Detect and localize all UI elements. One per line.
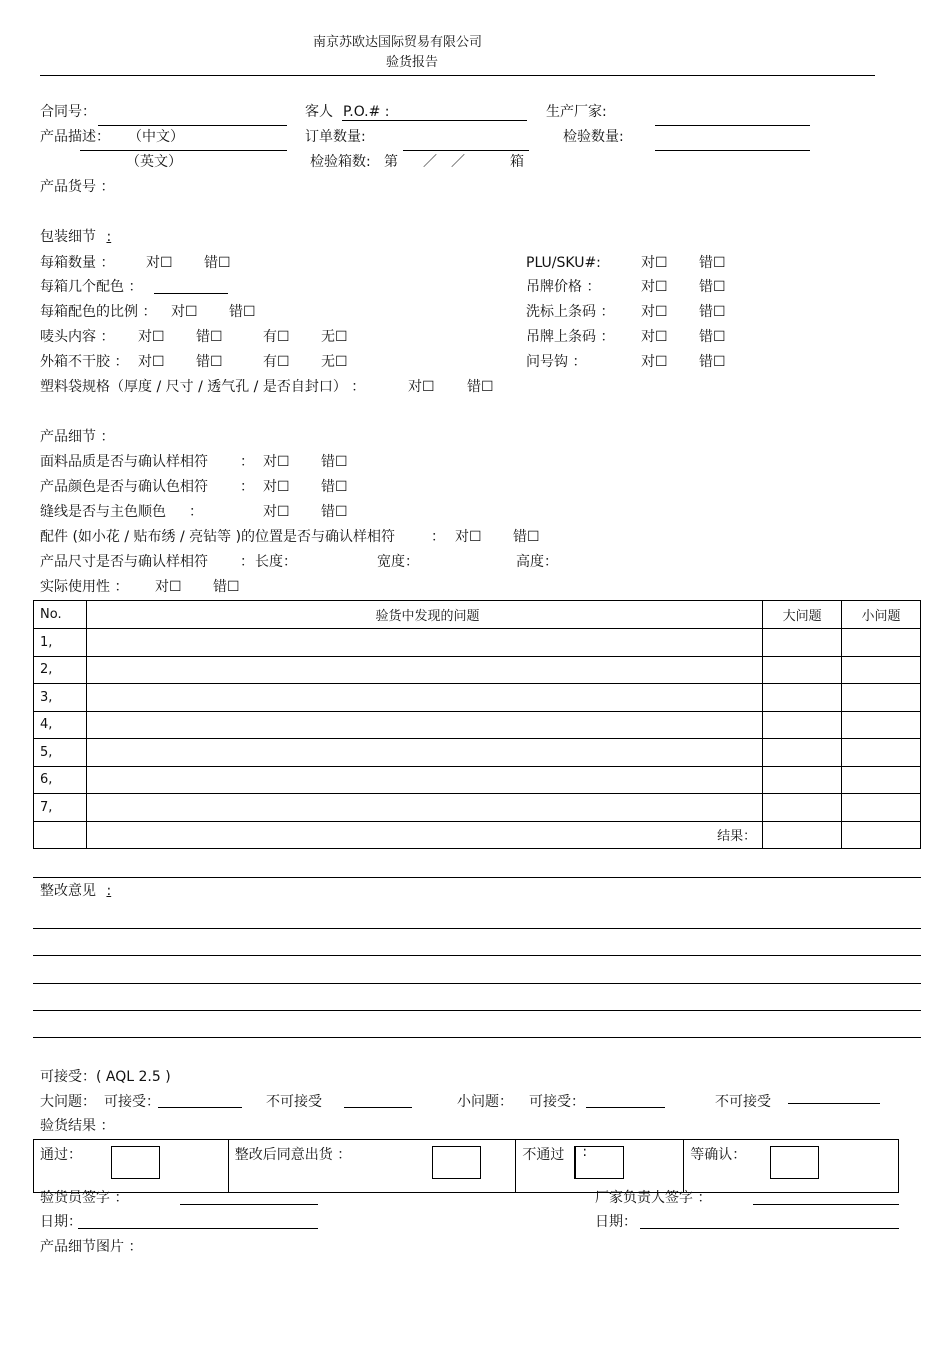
rectify-checkbox[interactable] — [432, 1146, 481, 1179]
correction-line-3[interactable] — [33, 983, 921, 984]
pack-right-3-opt-0[interactable]: 对☐ — [641, 329, 668, 345]
minor-cell[interactable] — [842, 794, 921, 822]
result-label: 结果： — [86, 821, 762, 849]
major-cell[interactable] — [763, 766, 842, 794]
product-title: 产品细节 ： — [40, 429, 115, 445]
carton-count-label: 检验箱数: — [310, 154, 371, 170]
aql-label: 可接受：( AQL 2.5 ) — [40, 1069, 171, 1085]
table-row — [34, 656, 921, 684]
pack-right-0-label: PLU/SKU#: — [526, 255, 601, 271]
minor-cell[interactable] — [842, 684, 921, 712]
correction-line-2[interactable] — [33, 955, 921, 956]
row-no: 4, — [34, 711, 87, 739]
prod-row-0-opt-0[interactable]: 对☐ — [263, 454, 290, 470]
inspector-sign-label: 验货员签字 ： — [40, 1190, 129, 1206]
pack-left-4-label: 外箱不干胶 ： — [40, 354, 129, 370]
inspector-date-label: 日期： — [40, 1214, 82, 1230]
packing-title-colon: : — [106, 229, 112, 245]
minor-cell[interactable] — [842, 739, 921, 767]
usability-opt-0[interactable]: 对☐ — [155, 579, 182, 595]
inspector-date-field[interactable] — [78, 1228, 318, 1229]
pack-left-5-opt-1[interactable]: 错☐ — [467, 379, 494, 395]
minor-accept-label: 可接受： — [529, 1094, 585, 1110]
row-no: 6, — [34, 766, 87, 794]
pack-left-5-label: 塑料袋规格（厚度 / 尺寸 / 透气孔 / 是否自封口） ： — [40, 379, 366, 395]
pack-left-2-opt-1[interactable]: 错☐ — [229, 304, 256, 320]
major-cell[interactable] — [763, 629, 842, 657]
pack-left-0-label: 每箱数量 ： — [40, 255, 115, 271]
pack-colors-field[interactable] — [154, 293, 228, 294]
pack-right-1-opt-0[interactable]: 对☐ — [641, 279, 668, 295]
row-no: 7, — [34, 794, 87, 822]
desc-label: 产品描述： — [40, 129, 110, 145]
prod-row-0-label: 面料品质是否与确认样相符 — [40, 454, 208, 470]
po-label: P.O.# : — [343, 104, 390, 120]
order-qty-field[interactable] — [403, 150, 529, 151]
prod-row-1-label: 产品颜色是否与确认色相符 — [40, 479, 208, 495]
issue-cell[interactable] — [86, 794, 762, 822]
report-title: 验货报告 — [386, 55, 439, 70]
correction-line-1[interactable] — [33, 928, 921, 929]
size-colon: ： — [240, 554, 254, 570]
pack-right-2-opt-1[interactable]: 错☐ — [699, 304, 726, 320]
pack-left-5-opt-0[interactable]: 对☐ — [408, 379, 435, 395]
prod-row-1-opt-0[interactable]: 对☐ — [263, 479, 290, 495]
customer-label: 客人 — [305, 104, 333, 120]
issue-cell[interactable] — [86, 684, 762, 712]
verdict-table — [33, 1139, 899, 1193]
pack-left-4-opt-3[interactable]: 无☐ — [321, 354, 348, 370]
pack-right-4-label: 问号钩 ： — [526, 354, 587, 370]
prod-row-1-opt-1[interactable]: 错☐ — [321, 479, 348, 495]
pack-right-1-label: 吊牌价格 ： — [526, 279, 601, 295]
prod-row-2-opt-0[interactable]: 对☐ — [263, 504, 290, 520]
desc-en-label: （英文） — [126, 154, 182, 170]
prod-row-2-label: 缝线是否与主色顺色 — [40, 504, 166, 520]
major-accept-label: 可接受： — [104, 1094, 160, 1110]
issues-header-row — [34, 601, 921, 629]
fail-label: 不通过 — [522, 1147, 565, 1163]
minor-unaccept-field[interactable] — [788, 1103, 880, 1104]
desc-cn-label: （中文） — [128, 129, 184, 145]
table-row — [34, 739, 921, 767]
contract-no-field[interactable] — [98, 125, 287, 126]
minor-cell[interactable] — [842, 711, 921, 739]
prod-row-2-opt-1[interactable]: 错☐ — [321, 504, 348, 520]
pack-left-3-label: 唛头内容 ： — [40, 329, 115, 345]
correction-title-text: 整改意见 — [40, 883, 96, 899]
pack-left-3-opt-1[interactable]: 错☐ — [196, 329, 223, 345]
minor-cell[interactable] — [842, 766, 921, 794]
manufacturer-field[interactable] — [655, 125, 810, 126]
pack-left-2-label: 每箱配色的比例 ： — [40, 304, 157, 320]
pack-right-1-opt-1[interactable]: 错☐ — [699, 279, 726, 295]
prod-row-3-opt-0[interactable]: 对☐ — [455, 529, 482, 545]
inspector-sign-field[interactable] — [180, 1204, 318, 1205]
major-result-cell[interactable] — [763, 821, 842, 849]
major-cell[interactable] — [763, 711, 842, 739]
col-no: No. — [34, 601, 87, 629]
pass-cell — [34, 1140, 229, 1193]
desc-cn-field[interactable] — [80, 150, 287, 151]
correction-line-4[interactable] — [33, 1010, 921, 1011]
col-minor: 小问题 — [842, 601, 921, 629]
fail-colon: : — [582, 1144, 588, 1160]
minor-accept-field[interactable] — [586, 1107, 665, 1108]
pack-left-3-opt-3[interactable]: 无☐ — [321, 329, 348, 345]
pass-checkbox[interactable] — [111, 1146, 160, 1179]
correction-title — [40, 884, 111, 898]
minor-label: 小问题： — [457, 1094, 513, 1110]
po-field[interactable] — [342, 120, 527, 121]
order-qty-label: 订单数量: — [305, 129, 366, 145]
pack-right-3-opt-1[interactable]: 错☐ — [699, 329, 726, 345]
col-issue: 验货中发现的问题 — [86, 601, 762, 629]
issue-cell[interactable] — [86, 711, 762, 739]
pack-left-3-opt-2[interactable]: 有☐ — [263, 329, 290, 345]
major-accept-field[interactable] — [158, 1107, 242, 1108]
prod-row-3-label: 配件 (如小花 / 贴布绣 / 亮钻等 )的位置是否与确认样相符 — [40, 529, 396, 545]
table-row — [34, 684, 921, 712]
pending-cell — [684, 1140, 899, 1193]
header-divider — [40, 75, 875, 76]
manufacturer-label: 生产厂家: — [546, 104, 607, 120]
company-name: 南京苏欧达国际贸易有限公司 — [313, 35, 483, 50]
major-cell[interactable] — [763, 684, 842, 712]
pack-right-2-label: 洗标上条码 ： — [526, 304, 615, 320]
carton-di: 第 — [384, 154, 398, 170]
length-label: 长度： — [255, 554, 297, 570]
inspect-qty-field[interactable] — [655, 150, 810, 151]
row-no: 3, — [34, 684, 87, 712]
minor-unaccept-label: 不可接受 — [715, 1094, 771, 1110]
packing-title-text: 包装细节 — [40, 229, 96, 245]
result-row — [34, 821, 921, 849]
pack-left-0-opt-1[interactable]: 错☐ — [204, 255, 231, 271]
issue-cell[interactable] — [86, 629, 762, 657]
size-label: 产品尺寸是否与确认样相符 — [40, 554, 208, 570]
verdict-title: 验货结果 ： — [40, 1118, 115, 1134]
major-unaccept-label: 不可接受 — [266, 1094, 322, 1110]
row-no: 2, — [34, 656, 87, 684]
row-no: 1, — [34, 629, 87, 657]
table-row — [34, 629, 921, 657]
minor-cell[interactable] — [842, 656, 921, 684]
issues-table — [33, 600, 921, 849]
factory-date-field[interactable] — [640, 1228, 899, 1229]
prod-row-1-colon: ： — [240, 479, 254, 495]
pack-left-4-opt-2[interactable]: 有☐ — [263, 354, 290, 370]
issue-cell[interactable] — [86, 766, 762, 794]
usability-label: 实际使用性 ： — [40, 579, 129, 595]
carton-slash: ／ ／ — [423, 154, 465, 170]
pack-left-4-opt-0[interactable]: 对☐ — [138, 354, 165, 370]
pack-right-0-opt-0[interactable]: 对☐ — [641, 255, 668, 271]
pack-right-0-opt-1[interactable]: 错☐ — [699, 255, 726, 271]
major-cell[interactable] — [763, 656, 842, 684]
issue-cell[interactable] — [86, 739, 762, 767]
major-unaccept-field[interactable] — [344, 1107, 412, 1108]
prod-row-0-colon: ： — [240, 454, 254, 470]
pack-right-4-opt-1[interactable]: 错☐ — [699, 354, 726, 370]
correction-colon: : — [106, 883, 112, 899]
contract-no-label: 合同号： — [40, 104, 96, 120]
major-label: 大问题： — [40, 1094, 96, 1110]
width-label: 宽度： — [377, 554, 419, 570]
correction-line-5[interactable] — [33, 1037, 921, 1038]
packing-title — [40, 230, 111, 244]
carton-xiang: 箱 — [510, 154, 524, 170]
minor-cell[interactable] — [842, 629, 921, 657]
pending-label: 等确认： — [690, 1147, 747, 1163]
pending-checkbox[interactable] — [770, 1146, 819, 1179]
prod-row-2-colon: ： — [189, 504, 203, 520]
pack-right-3-label: 吊牌上条码 ： — [526, 329, 615, 345]
row-no: 5, — [34, 739, 87, 767]
factory-sign-label: 厂家负责人签字 ： — [595, 1190, 712, 1206]
inspect-qty-label: 检验数量: — [563, 129, 624, 145]
major-cell[interactable] — [763, 794, 842, 822]
pack-left-3-opt-0[interactable]: 对☐ — [138, 329, 165, 345]
minor-result-cell[interactable] — [842, 821, 921, 849]
table-row — [34, 794, 921, 822]
pack-right-2-opt-0[interactable]: 对☐ — [641, 304, 668, 320]
height-label: 高度： — [516, 554, 558, 570]
prod-row-3-opt-1[interactable]: 错☐ — [513, 529, 540, 545]
style-no-label: 产品货号 ： — [40, 179, 115, 195]
prod-row-0-opt-1[interactable]: 错☐ — [321, 454, 348, 470]
table-row — [34, 766, 921, 794]
pack-left-1-label: 每箱几个配色 ： — [40, 279, 143, 295]
pack-right-4-opt-0[interactable]: 对☐ — [641, 354, 668, 370]
factory-date-label: 日期： — [595, 1214, 637, 1230]
usability-opt-1[interactable]: 错☐ — [213, 579, 240, 595]
issue-cell[interactable] — [86, 656, 762, 684]
table-row — [34, 711, 921, 739]
col-major: 大问题 — [763, 601, 842, 629]
correction-top-line — [33, 877, 921, 878]
rectify-cell — [228, 1140, 516, 1193]
photos-label: 产品细节图片 ： — [40, 1239, 143, 1255]
pass-label: 通过： — [40, 1147, 82, 1163]
factory-sign-field[interactable] — [753, 1204, 899, 1205]
prod-row-3-colon: ： — [431, 529, 445, 545]
pack-left-0-opt-0[interactable]: 对☐ — [146, 255, 173, 271]
pack-left-2-opt-0[interactable]: 对☐ — [171, 304, 198, 320]
pack-left-4-opt-1[interactable]: 错☐ — [196, 354, 223, 370]
rectify-label: 整改后同意出货 ： — [234, 1147, 352, 1163]
fail-cell — [516, 1140, 684, 1193]
major-cell[interactable] — [763, 739, 842, 767]
